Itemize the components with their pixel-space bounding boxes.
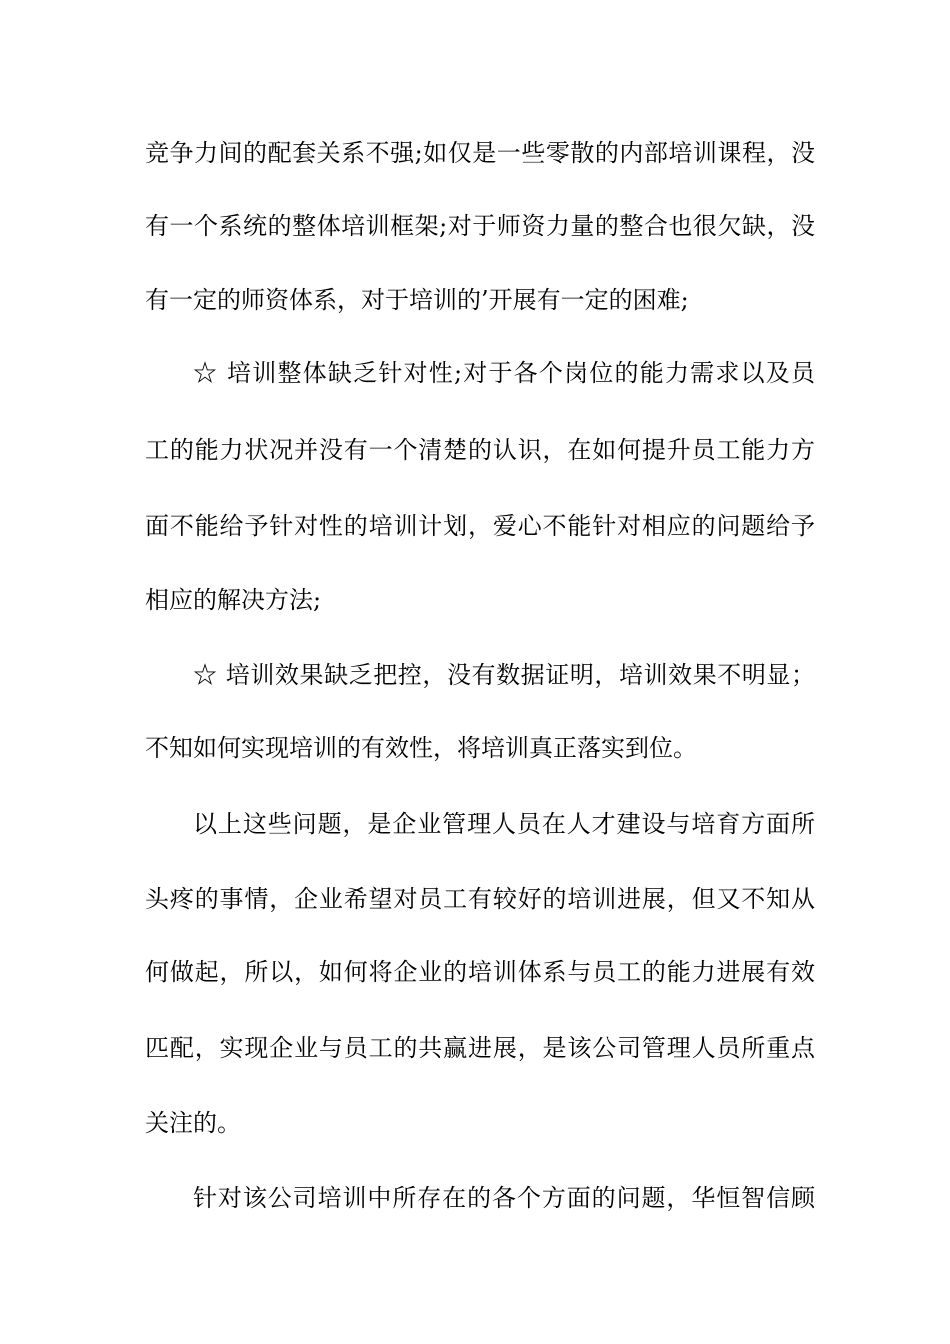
- text-line: ☆ 培训效果缺乏把控，没有数据证明，培训效果不明显；: [193, 661, 815, 689]
- text-line: 匹配，实现企业与员工的共赢进展，是该公司管理人员所重点: [145, 1034, 815, 1062]
- text-line: 不知如何实现培训的有效性，将培训真正落实到位。: [145, 734, 697, 762]
- text-line: 何做起，所以，如何将企业的培训体系与员工的能力进展有效: [145, 958, 815, 986]
- text-line: 关注的。: [145, 1109, 241, 1137]
- text-line: 有一定的师资体系，对于培训的’开展有一定的困难;: [145, 286, 689, 314]
- text-line: 竞争力间的配套关系不强;如仅是一些零散的内部培训课程，没: [145, 139, 815, 167]
- text-line: 面不能给予针对性的培训计划，爱心不能针对相应的问题给予: [145, 512, 815, 540]
- text-line: ☆ 培训整体缺乏针对性;对于各个岗位的能力需求以及员: [193, 359, 815, 387]
- text-line: 针对该公司培训中所存在的各个方面的问题，华恒智信顾: [193, 1184, 815, 1212]
- text-line: 有一个系统的整体培训框架;对于师资力量的整合也很欠缺，没: [145, 212, 815, 240]
- text-line: 相应的解决方法;: [145, 586, 322, 614]
- text-line: 以上这些问题，是企业管理人员在人才建设与培育方面所: [193, 810, 815, 838]
- text-line: 工的能力状况并没有一个清楚的认识，在如何提升员工能力方: [145, 436, 815, 464]
- text-line: 头疼的事情，企业希望对员工有较好的培训进展，但又不知从: [145, 885, 815, 913]
